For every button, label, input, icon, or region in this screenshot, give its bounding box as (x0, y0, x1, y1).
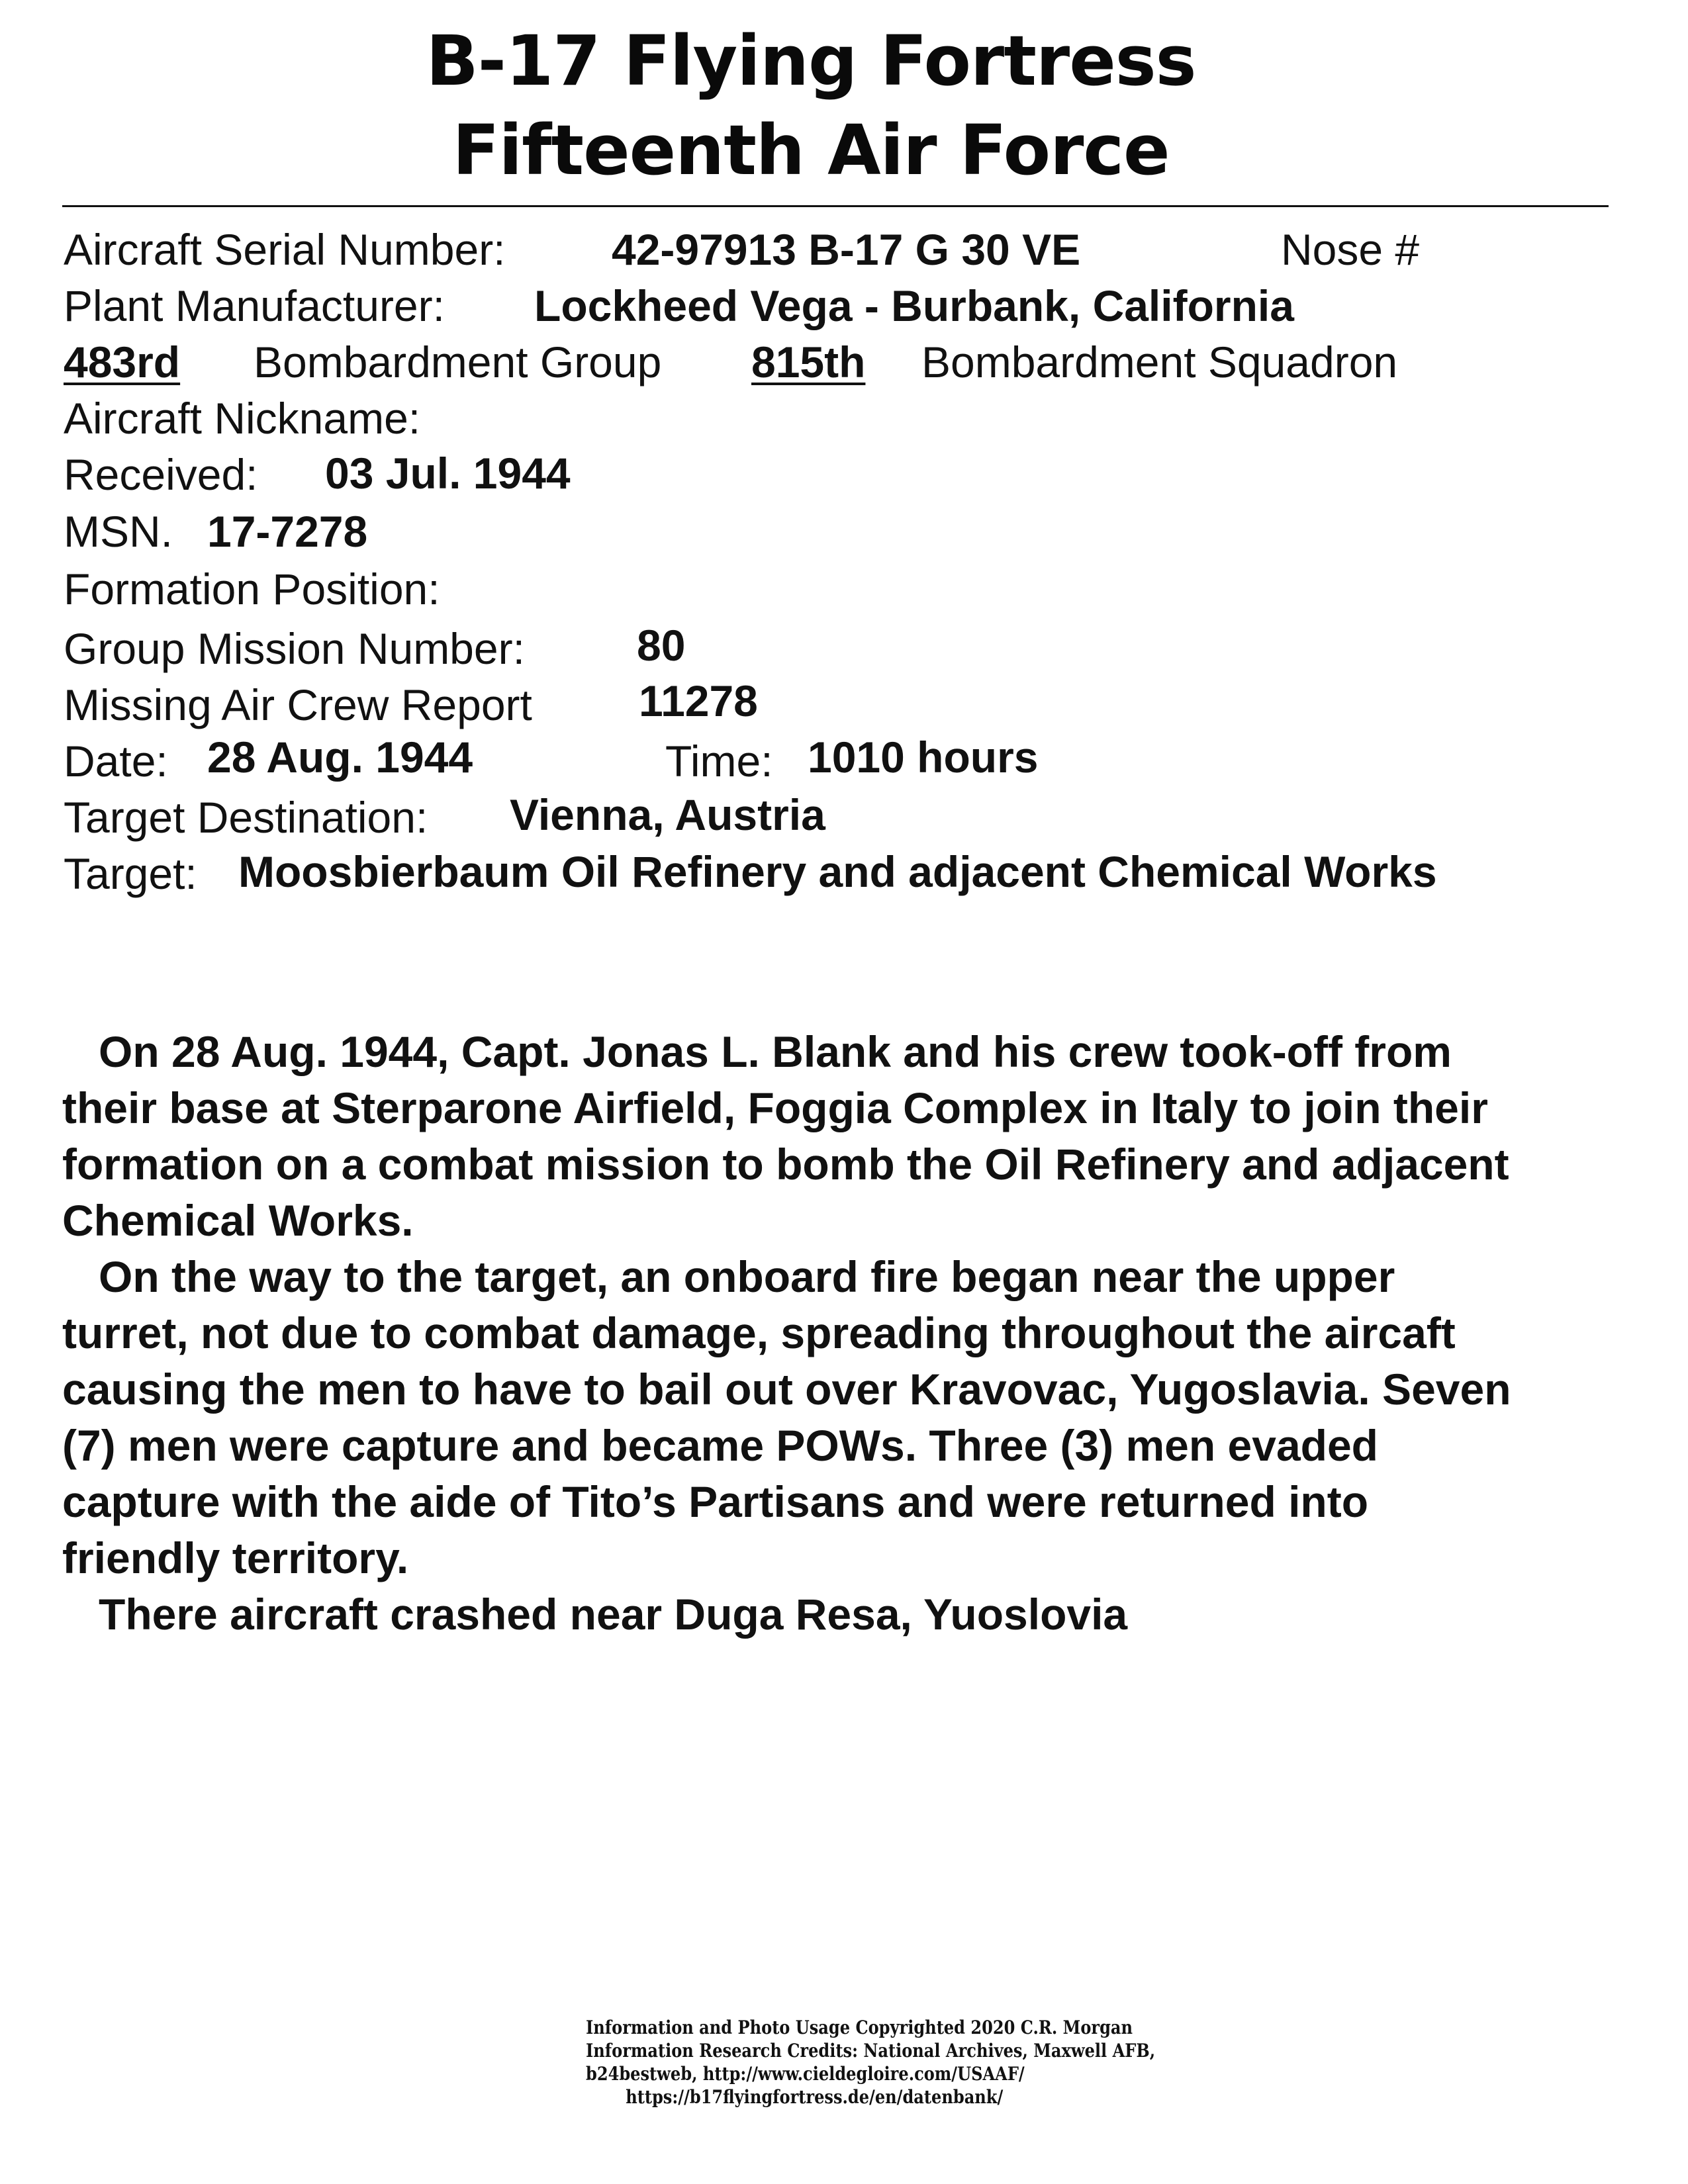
msn-label: MSN. (64, 507, 173, 556)
group-number (64, 338, 234, 387)
date-value: 28 Aug. 1944 (207, 733, 473, 782)
narrative-line: formation on a combat mission to bomb the Oil Refinery and adjacent (62, 1140, 1509, 1189)
page-title-line-1: B-17 Flying Fortress (426, 21, 1196, 101)
credits-block (586, 2016, 1155, 2109)
credits-line: b24bestweb, http://www.cieldegloire.com/USAAF/ (586, 2063, 1025, 2085)
date-label: Date: (64, 737, 168, 786)
squadron-number (751, 338, 922, 387)
narrative-paragraph-2 (62, 1249, 1638, 1586)
narrative-line: There aircraft crashed near Duga Resa, Yuoslovia (62, 1590, 1128, 1639)
time-label: Time: (665, 737, 773, 786)
narrative-line: (7) men were capture and became POWs. Three (3) men evaded (62, 1421, 1378, 1470)
manufacturer-label: Plant Manufacturer: (64, 281, 445, 330)
formation-label: Formation Position: (64, 565, 440, 614)
narrative-line: capture with the aide of Tito’s Partisans and were returned into (62, 1477, 1369, 1526)
group-value: 483rd (64, 338, 181, 387)
msn-value: 17-7278 (207, 507, 368, 556)
destination-label: Target Destination: (64, 793, 428, 842)
narrative-line: turret, not due to combat damage, spreading throughout the aircaft (62, 1308, 1456, 1357)
narrative-line: Chemical Works. (62, 1196, 414, 1245)
received-value: 03 Jul. 1944 (325, 449, 571, 498)
time-value: 1010 hours (808, 733, 1039, 782)
manufacturer-value: Lockheed Vega - Burbank, California (534, 281, 1294, 330)
mission-value: 80 (637, 621, 686, 670)
page-title-line-2: Fifteenth Air Force (452, 110, 1170, 191)
credits-line: https://b17flyingfortress.de/en/datenbank/ (626, 2086, 1004, 2108)
macr-value: 11278 (639, 676, 758, 725)
narrative-line: On 28 Aug. 1944, Capt. Jonas L. Blank and his crew took-off from (62, 1027, 1452, 1076)
narrative-line: friendly territory. (62, 1533, 409, 1582)
target-label: Target: (64, 849, 197, 898)
narrative-line: causing the men to have to bail out over Kravovac, Yugoslavia. Seven (62, 1365, 1511, 1414)
target-value: Moosbierbaum Oil Refinery and adjacent Chemical Works (238, 847, 1437, 896)
destination-value: Vienna, Austria (510, 790, 825, 839)
squadron-value: 815th (751, 338, 866, 387)
credits-line: Information and Photo Usage Copyrighted 2020 C.R. Morgan (586, 2017, 1133, 2038)
title-divider (62, 205, 1609, 207)
serial-label: Aircraft Serial Number: (64, 225, 506, 274)
narrative-paragraph-1 (62, 1024, 1638, 1249)
credits-line: Information Research Credits: National Archives, Maxwell AFB, (586, 2040, 1156, 2062)
mission-label: Group Mission Number: (64, 624, 525, 673)
nickname-label: Aircraft Nickname: (64, 394, 421, 443)
nose-label: Nose # (1281, 225, 1420, 274)
narrative-line: On the way to the target, an onboard fire began near the upper (62, 1252, 1395, 1301)
macr-label: Missing Air Crew Report (64, 680, 532, 729)
squadron-label: Bombardment Squadron (921, 338, 1398, 387)
serial-value: 42-97913 B-17 G 30 VE (612, 225, 1081, 274)
narrative-paragraph-3 (62, 1586, 1638, 1643)
narrative-line: their base at Sterparone Airfield, Foggia Complex in Italy to join their (62, 1083, 1488, 1132)
group-label: Bombardment Group (254, 338, 662, 387)
received-label: Received: (64, 450, 258, 499)
